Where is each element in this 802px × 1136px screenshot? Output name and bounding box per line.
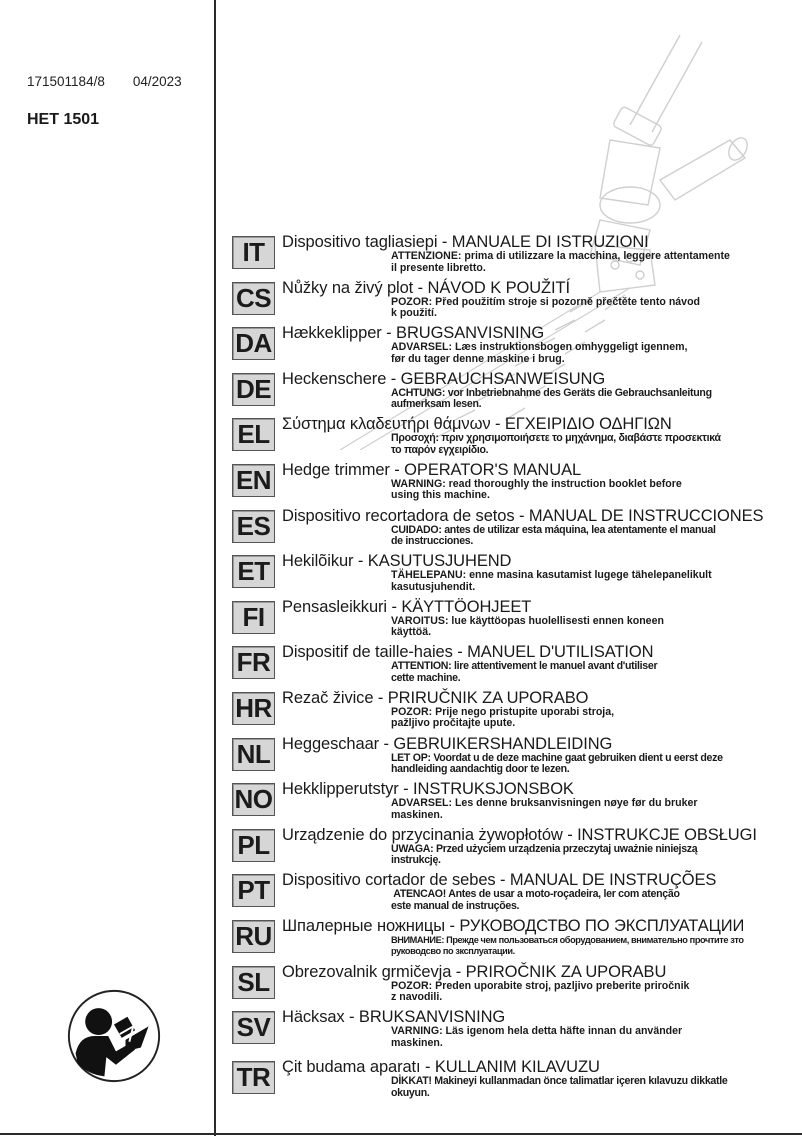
language-entry-ru	[232, 918, 802, 964]
warning-line: ATENCAO! Antes de usar a moto-roçadeira, ler com atenção	[391, 888, 680, 901]
language-badge-tr: TR	[232, 1061, 275, 1094]
warning-pl	[391, 844, 791, 867]
warning-line: руководсво по зксплуатации.	[391, 946, 515, 957]
manual-title-fi: Pensasleikkuri - KÄYTTÖOHJEET	[282, 597, 532, 616]
warning-line: käyttöä.	[391, 626, 432, 639]
read-manual-icon	[66, 988, 162, 1084]
warning-line: UWAGA: Przed użyciem urządzenia przeczytaj uważnie niniejszą	[391, 842, 698, 855]
warning-line: k použití.	[391, 307, 437, 320]
language-badge-hr: HR	[232, 692, 275, 725]
manual-title-pt: Dispositivo cortador de sebes - MANUAL DE INSTRUÇÕES	[282, 871, 717, 890]
vertical-divider	[214, 0, 216, 1136]
language-entry-no	[232, 781, 802, 827]
language-badge-et: ET	[232, 555, 275, 588]
warning-nl	[391, 753, 791, 776]
language-entry-sl	[232, 964, 802, 1010]
warning-pt	[391, 889, 791, 912]
warning-line: WARNING: read thoroughly the instruction booklet before	[391, 477, 682, 490]
warning-line: ADVARSEL: Les denne bruksanvisningen nøye før du bruker	[391, 797, 698, 810]
language-entry-el	[232, 416, 802, 462]
language-entry-en	[232, 462, 802, 508]
manual-title-it: Dispositivo tagliasiepi - MANUALE DI ISTRUZIONI	[282, 233, 649, 251]
warning-line: CUIDADO: antes de utilizar esta máquina, lea atentamente el manual	[391, 523, 716, 536]
warning-no	[391, 798, 791, 821]
language-entry-fi	[232, 599, 802, 645]
manual-title-de: Heckenschere - GEBRAUCHSANWEISUNG	[282, 369, 606, 388]
warning-line: okuyun.	[391, 1086, 430, 1099]
warning-es	[391, 525, 791, 548]
language-badge-sl: SL	[232, 966, 275, 999]
language-entry-de	[232, 371, 802, 417]
language-list	[232, 234, 802, 1105]
manual-title-sv: Häcksax - BRUKSANVISNING	[282, 1008, 506, 1027]
language-badge-es: ES	[232, 510, 275, 543]
manual-title-no: Hekklipperutstyr - INSTRUKSJONSBOK	[282, 780, 574, 799]
language-badge-fi: FI	[232, 601, 275, 634]
language-badge-no: NO	[232, 783, 275, 816]
language-entry-da	[232, 325, 802, 371]
language-entry-hr	[232, 690, 802, 736]
language-badge-nl: NL	[232, 738, 275, 771]
warning-line: ATTENZIONE: prima di utilizzare la macchina, leggere attentamente	[391, 250, 730, 262]
warning-line: maskinen.	[391, 808, 443, 821]
manual-title-el: Σύστημα κλαδευτήρι θάμνων - ΕΓΧΕΙΡΙΔΙΟ ΟΔΗΓΙΩΝ	[282, 415, 672, 434]
language-entry-pl	[232, 827, 802, 873]
language-badge-pt: PT	[232, 874, 275, 907]
language-entry-et	[232, 553, 802, 599]
language-entry-cs	[232, 280, 802, 326]
language-badge-de: DE	[232, 373, 275, 406]
manual-title-tr: Çit budama aparatı - KULLANIM KILAVUZU	[282, 1058, 600, 1077]
warning-it	[391, 251, 791, 274]
manual-title-hr: Rezač živice - PRIRUČNIK ZA UPORABO	[282, 688, 589, 707]
warning-line: Προσοχή: πριν χρησιμοποιήσετε το μηχάνημα, διαβάστε προσεκτικά	[391, 432, 721, 445]
model-name: HET 1501	[27, 111, 100, 128]
warning-line: instrukcję.	[391, 854, 441, 867]
warning-el	[391, 433, 791, 456]
warning-cs	[391, 297, 791, 320]
language-badge-el: EL	[232, 418, 275, 451]
language-badge-da: DA	[232, 327, 275, 360]
manual-title-da: Hækkeklipper - BRUGSANVISNING	[282, 324, 545, 343]
language-entry-pt	[232, 872, 802, 918]
manual-title-nl: Heggeschaar - GEBRUIKERSHANDLEIDING	[282, 734, 613, 753]
language-entry-es	[232, 508, 802, 554]
warning-line: ADVARSEL: Læs instruktionsbogen omhyggeligt igennem,	[391, 341, 688, 354]
warning-sv	[391, 1026, 791, 1049]
document-code-line	[27, 74, 182, 89]
language-badge-ru: RU	[232, 920, 275, 953]
manual-title-et: Hekilõikur - KASUTUSJUHEND	[282, 552, 512, 571]
warning-et	[391, 570, 791, 593]
warning-line: før du tager denne maskine i brug.	[391, 352, 565, 365]
warning-line: handleiding aandachtig door te lezen.	[391, 763, 570, 776]
warning-line: aufmerksam lesen.	[391, 398, 482, 411]
bottom-divider	[0, 1133, 802, 1135]
language-badge-fr: FR	[232, 646, 275, 679]
warning-line: cette machine.	[391, 671, 461, 684]
language-entry-fr	[232, 644, 802, 690]
warning-hr	[391, 707, 791, 730]
warning-line: de instrucciones.	[391, 535, 474, 548]
language-badge-cs: CS	[232, 282, 275, 315]
warning-line: pažljivo pročitajte upute.	[391, 717, 516, 730]
warning-line: maskinen.	[391, 1036, 443, 1049]
manual-title-pl: Urządzenie do przycinania żywopłotów - INSTRUKCJE OBSŁUGI	[282, 825, 757, 844]
manual-title-ru: Шпалерные ножницы - РУКОВОДСТВО ПО ЭКСПЛУАТАЦИИ	[282, 916, 745, 935]
warning-line: POZOR: Preden uporabite stroj, pazljivo preberite priročnik	[391, 979, 690, 992]
manual-title-en: Hedge trimmer - OPERATOR'S MANUAL	[282, 460, 582, 479]
language-entry-tr	[232, 1059, 802, 1105]
document-date: 04/2023	[132, 74, 182, 89]
language-badge-sv: SV	[232, 1011, 275, 1044]
warning-fi	[391, 616, 791, 639]
warning-line: POZOR: Prije nego pristupite uporabi stroja,	[391, 705, 615, 718]
language-badge-en: EN	[232, 464, 275, 497]
manual-title-es: Dispositivo recortadora de setos - MANUAL DE INSTRUCCIONES	[282, 506, 764, 525]
warning-da	[391, 342, 791, 365]
document-code: 171501184/8	[27, 74, 105, 89]
warning-de	[391, 388, 791, 411]
warning-line: DİKKAT! Makineyi kullanmadan önce talimatlar içeren kılavuzu dikkatle	[391, 1075, 728, 1088]
warning-line: kasutusjuhendit.	[391, 580, 476, 593]
manual-title-fr: Dispositif de taille-haies - MANUEL D'UTILISATION	[282, 643, 654, 662]
warning-line: ATTENTION: lire attentivement le manuel avant d'utiliser	[391, 660, 658, 673]
language-badge-pl: PL	[232, 829, 275, 862]
manual-title-sl: Obrezovalnik grmičevja - PRIROČNIK ZA UPORABU	[282, 962, 667, 981]
warning-line: το παρόν εγχειρίδιο.	[391, 443, 489, 456]
warning-line: ACHTUNG: vor Inbetriebnahme des Geräts die Gebrauchsanleitung	[391, 386, 712, 399]
warning-line: POZOR: Před použitím stroje si pozorně přečtěte tento návod	[391, 295, 701, 308]
warning-line: z navodili.	[391, 991, 443, 1003]
warning-line: using this machine.	[391, 489, 490, 502]
manual-title-cs: Nůžky na živý plot - NÁVOD K POUŽITÍ	[282, 278, 570, 297]
warning-fr	[391, 661, 791, 684]
warning-tr	[391, 1076, 791, 1099]
language-entry-sv	[232, 1009, 802, 1059]
warning-ru	[391, 935, 802, 958]
warning-line: TÄHELEPANU: enne masina kasutamist lugege tähelepanelikult	[391, 569, 712, 582]
language-badge-it: IT	[232, 236, 275, 269]
warning-en	[391, 479, 791, 502]
language-entry-nl	[232, 736, 802, 782]
warning-line: este manual de instruções.	[391, 899, 520, 912]
warning-line: VAROITUS: lue käyttöopas huolellisesti ennen koneen	[391, 614, 664, 627]
warning-line: VARNING: Läs igenom hela detta häfte innan du använder	[391, 1025, 683, 1038]
warning-line: ВНИМАНИЕ: Прежде чем пользоваться оборудованием, внимательно прочтите зто	[391, 934, 744, 945]
warning-line: LET OP: Voordat u de deze machine gaat gebruiken dient u eerst deze	[391, 751, 723, 764]
warning-line: il presente libretto.	[391, 261, 486, 274]
warning-sl	[391, 981, 791, 1004]
language-entry-it	[232, 234, 802, 280]
